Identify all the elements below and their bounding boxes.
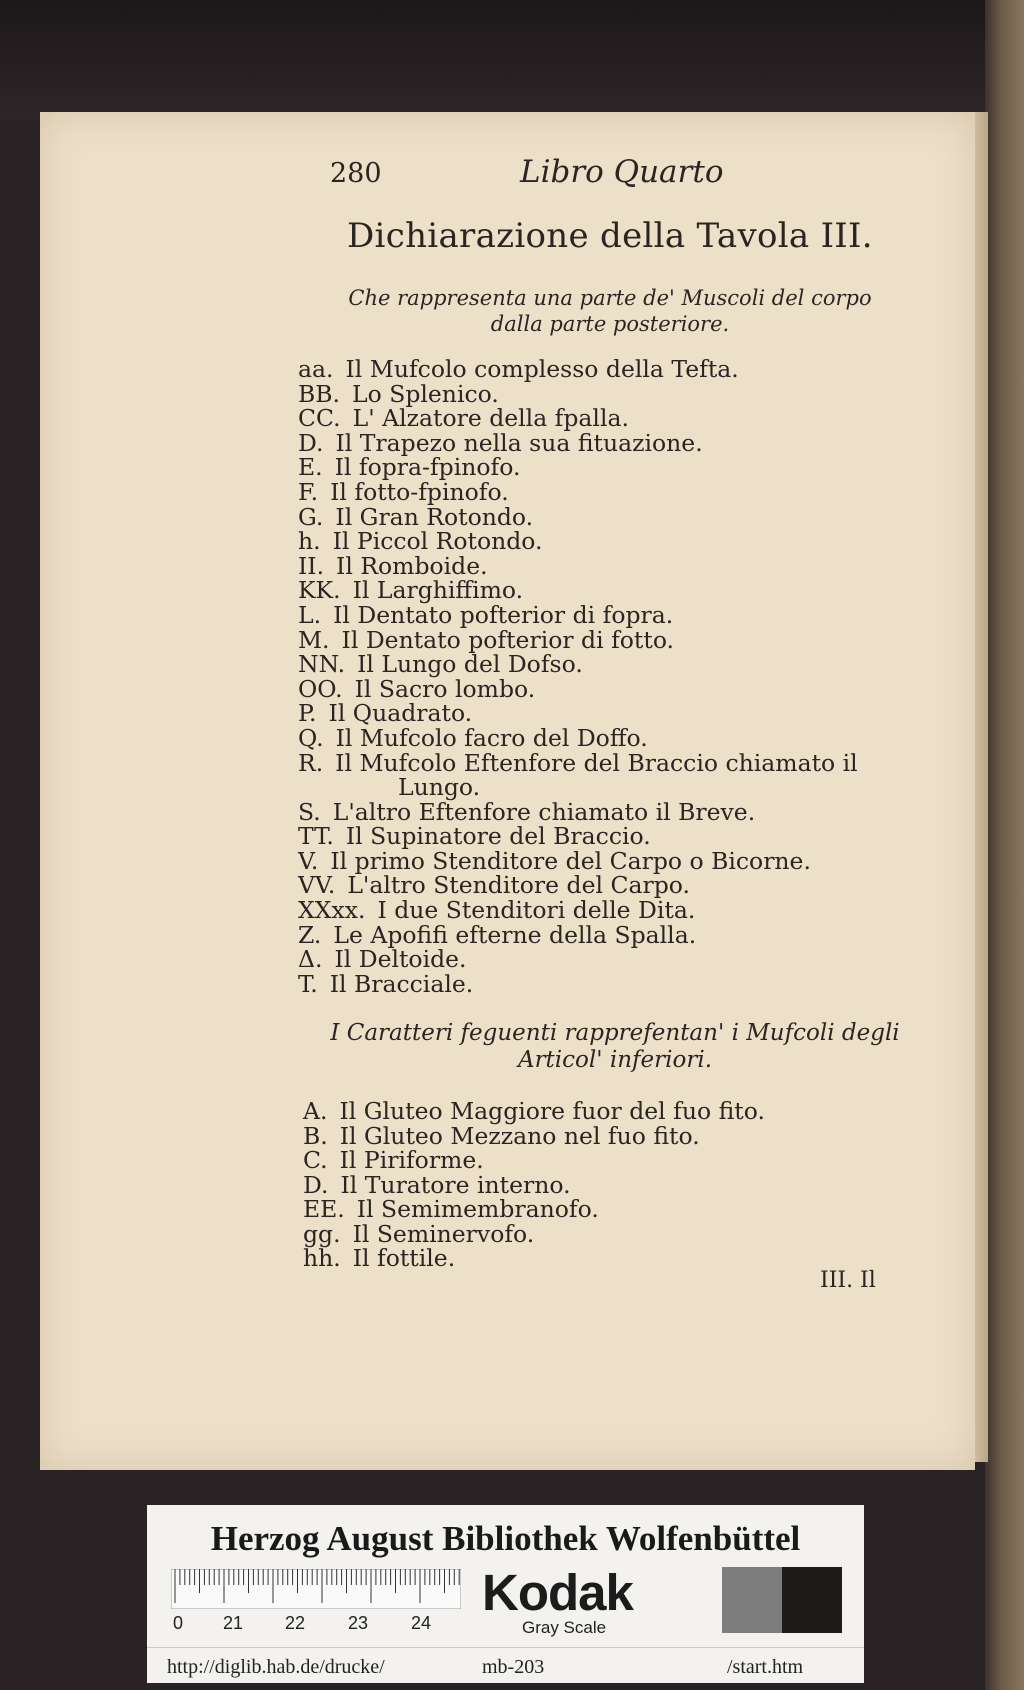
kodak-logo: Kodak xyxy=(482,1564,633,1621)
legend-text: Il Larghiffimo. xyxy=(352,576,524,605)
legend-text: Il Romboide. xyxy=(336,551,488,580)
legend-item xyxy=(298,551,938,580)
legend-mark: CC. xyxy=(298,404,341,433)
legend-mark: C. xyxy=(303,1146,328,1174)
section-heading-line: I Caratteri feguenti rapprefentan' i Mufcoli degli xyxy=(330,1020,900,1046)
legend-item xyxy=(303,1197,903,1222)
legend-item xyxy=(298,357,938,382)
ruler-label: 21 xyxy=(223,1613,244,1633)
legend-item xyxy=(298,652,938,677)
legend-item xyxy=(298,748,938,777)
legend-item xyxy=(298,600,938,629)
url-mid: mb-203 xyxy=(482,1656,545,1678)
legend-item xyxy=(298,502,938,531)
legend-text-continuation: Lungo. xyxy=(398,773,481,802)
legend-text: Le Apofifi efterne della Spalla. xyxy=(333,920,697,949)
legend-text: Il Gran Rotondo. xyxy=(335,502,534,531)
legend-item xyxy=(298,529,938,554)
legend-text: Lo Splenico. xyxy=(352,379,499,408)
legend-text: Il Dentato pofterior di fopra. xyxy=(333,600,674,629)
legend-mark: KK. xyxy=(298,576,341,605)
legend-mark: XXxx. xyxy=(298,896,366,925)
legend-text: Il fopra-fpinofo. xyxy=(334,453,521,482)
legend-mark: EE. xyxy=(303,1195,345,1223)
legend-text: Il primo Stenditore del Carpo o Bicorne. xyxy=(330,846,811,875)
legend-mark: E. xyxy=(298,453,323,482)
legend-text: Il fottile. xyxy=(352,1244,456,1272)
legend-item xyxy=(298,379,938,408)
legend-mark: D. xyxy=(303,1170,329,1199)
legend-text: Il Lungo del Dofso. xyxy=(357,650,583,679)
legend-item xyxy=(298,723,938,752)
legend-mark: A. xyxy=(303,1097,328,1125)
legend-item xyxy=(303,1099,903,1124)
legend-item xyxy=(298,873,938,898)
legend-text: Il Mufcolo Eftenfore del Braccio chiamato il xyxy=(335,748,858,777)
legend-mark: VV. xyxy=(298,871,336,900)
legend-mark: OO. xyxy=(298,674,343,703)
legend-item xyxy=(303,1170,903,1199)
legend-item xyxy=(298,969,938,998)
legend-item xyxy=(303,1121,903,1150)
legend-text: L'altro Eftenfore chiamato il Breve. xyxy=(332,797,756,826)
legend-mark: Q. xyxy=(298,723,324,752)
legend-item xyxy=(298,406,938,431)
legend-mark: P. xyxy=(298,699,317,728)
library-name: Herzog August Bibliothek Wolfenbüttel xyxy=(210,1519,801,1558)
legend-text: Il Semimembranofo. xyxy=(356,1195,599,1223)
legend-text: Il Sacro lombo. xyxy=(354,674,536,703)
legend-mark: V. xyxy=(298,846,319,875)
legend-item xyxy=(303,1219,903,1248)
legend-item xyxy=(303,1148,903,1173)
legend-text: Il fotto-fpinofo. xyxy=(330,477,509,506)
legend-item xyxy=(298,898,938,923)
archive-footer-card xyxy=(147,1505,864,1683)
legend-mark: II. xyxy=(298,551,325,580)
page-title: Dichiarazione della Tavola III. xyxy=(347,216,873,256)
ruler-labels xyxy=(173,1613,473,1637)
legend-mark: S. xyxy=(298,797,321,826)
subtitle-line: dalla parte posteriore. xyxy=(490,312,730,336)
binding-edge xyxy=(985,0,1024,1690)
url-left: http://diglib.hab.de/drucke/ xyxy=(167,1656,385,1678)
legend-item xyxy=(298,824,938,849)
legend-text: Il Seminervofo. xyxy=(352,1219,535,1248)
legend-mark: G. xyxy=(298,502,324,531)
ruler-label: 23 xyxy=(348,1613,369,1633)
section-heading-line: Articol' inferiori. xyxy=(517,1047,713,1073)
legend-item xyxy=(298,846,938,875)
running-head: Libro Quarto xyxy=(520,154,724,190)
legend-text: Il Gluteo Maggiore fuor del fuo fito. xyxy=(339,1097,765,1125)
legend-text: L' Alzatore della fpalla. xyxy=(352,404,629,433)
legend-text: Il Gluteo Mezzano nel fuo fito. xyxy=(339,1121,700,1150)
legend-mark: gg. xyxy=(303,1219,341,1248)
legend-mark: aa. xyxy=(298,355,334,383)
legend-item xyxy=(298,578,938,603)
legend-mark: Δ. xyxy=(298,945,323,974)
url-right: /start.htm xyxy=(727,1656,804,1678)
legend-mark: Z. xyxy=(298,920,322,949)
legend-text: I due Stenditori delle Dita. xyxy=(377,896,696,925)
legend-mark: M. xyxy=(298,625,330,654)
legend-item xyxy=(298,477,938,506)
legend-mark: NN. xyxy=(298,650,346,679)
legend-text: L'altro Stenditore del Carpo. xyxy=(347,871,690,900)
legend-mark: T. xyxy=(298,969,318,998)
legend-text: Il Supinatore del Braccio. xyxy=(345,822,651,851)
legend-text: Il Bracciale. xyxy=(329,969,474,998)
legend-mark: B. xyxy=(303,1121,328,1150)
ruler-label: 22 xyxy=(285,1613,306,1633)
ruler-label: 0 xyxy=(173,1613,184,1633)
legend-item xyxy=(298,674,938,703)
gray-scale-label: Gray Scale xyxy=(522,1618,607,1637)
legend-item xyxy=(298,701,938,726)
legend-mark: hh. xyxy=(303,1244,341,1272)
legend-item xyxy=(298,455,938,480)
section-heading xyxy=(325,1020,905,1074)
legend-text: Il Piriforme. xyxy=(339,1146,484,1174)
legend-text: Il Mufcolo complesso della Tefta. xyxy=(345,355,739,383)
scan-background-top xyxy=(0,0,1024,120)
legend-text: Il Trapezo nella sua fituazione. xyxy=(335,428,703,457)
legend-item xyxy=(303,1246,903,1271)
legend-mark: F. xyxy=(298,477,319,506)
legend-mark: D. xyxy=(298,428,324,457)
page-header xyxy=(330,150,750,190)
gray-swatch-dark xyxy=(782,1567,842,1633)
subtitle-line: Che rappresenta una parte de' Muscoli del corpo xyxy=(348,286,872,310)
measurement-ruler xyxy=(171,1569,461,1609)
legend-text: Il Turatore interno. xyxy=(340,1170,571,1199)
legend-item xyxy=(298,797,938,826)
legend-mark: R. xyxy=(298,748,324,777)
catchword: III. Il xyxy=(820,1268,876,1293)
legend-item xyxy=(298,428,938,457)
legend-item xyxy=(298,947,938,972)
gray-swatch-mid xyxy=(722,1567,782,1633)
legend-mark: TT. xyxy=(298,822,334,851)
legend-item xyxy=(298,625,938,654)
legend-text: Il Mufcolo facro del Doffo. xyxy=(335,723,648,752)
lower-limb-legend-list xyxy=(303,1099,903,1271)
legend-text: Il Piccol Rotondo. xyxy=(332,527,543,556)
legend-mark: BB. xyxy=(298,379,341,408)
muscle-legend-list xyxy=(298,357,938,996)
legend-text: Il Deltoide. xyxy=(334,945,467,974)
page-subtitle xyxy=(330,285,890,337)
page-number: 280 xyxy=(330,158,382,189)
legend-mark: L. xyxy=(298,600,322,629)
legend-text: Il Quadrato. xyxy=(328,699,473,728)
legend-mark: h. xyxy=(298,527,321,556)
legend-item xyxy=(298,920,938,949)
legend-text: Il Dentato pofterior di fotto. xyxy=(341,625,675,654)
source-url-row xyxy=(147,1647,864,1684)
ruler-label: 24 xyxy=(411,1613,432,1633)
